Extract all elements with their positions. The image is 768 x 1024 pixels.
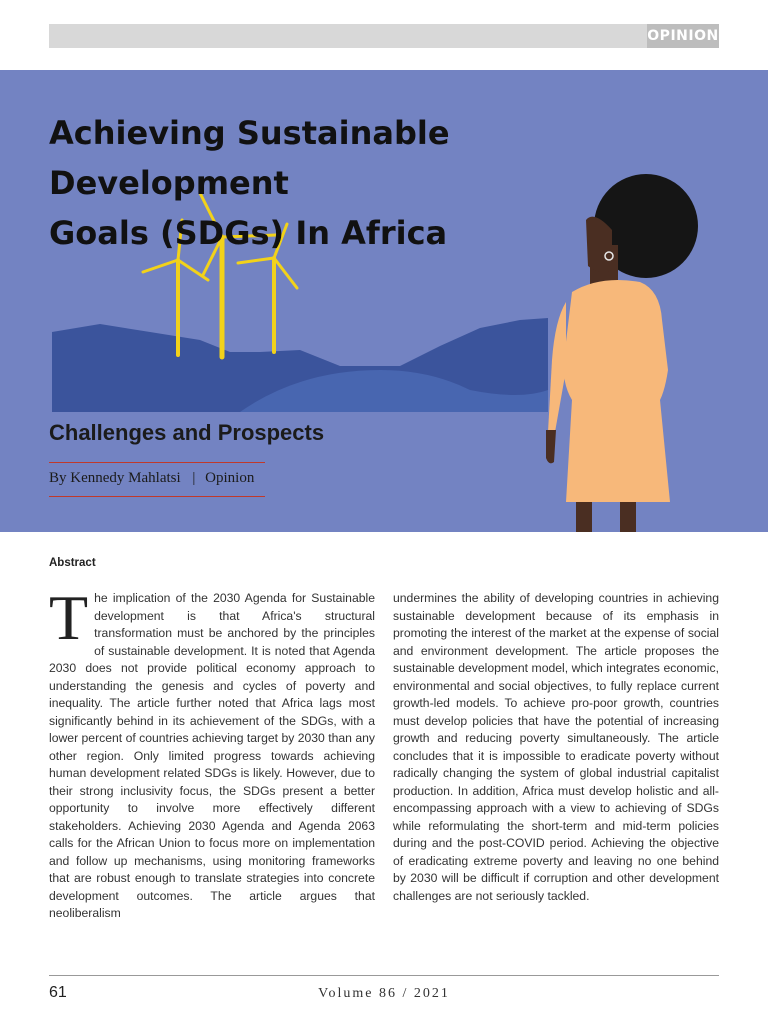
abstract-text-right: undermines the ability of developing countries in achieving sustainable development because of its emphasis in promoting the interest of the market at the expense of social and environment development. The article proposes the sustainable development model, which integrates economic, environmental and social objectives, to fully replace current growth-led models. To achieve pro-poor growth, countries must develop policies that have the potential of increasing growth and reducing poverty simultaneously. The article concludes that it is impossible to eradicate poverty without radically changing the system of global industrial capitalist production. In addition, Africa must develop holistic and all-encompassing approach with a view to achieving of SDGs while reformulating the short-term and mid-term policies during and the post-COVID period. Achieving the objective of eradicating extreme poverty and leaving no one behind by 2030 will be difficult if corruption and other development challenges are not seriously tackled. <box>393 591 719 903</box>
abstract-text-left: he implication of the 2030 Agenda for Sustainable development is that Africa's structural transformation must be anchored by the principles of sustainable development. It is noted that Agenda 2030 does not provide political economy approach to understanding the genesis and cycles of poverty and inequality. The article further noted that Africa lags most significantly behind in its achievement of the SDGs, with a lower percent of countries achieving target by 2030 than any other region. Only limited progress towards achieving human development related SDGs is likely. However, due to their strong inclusivity focus, the SDGs present a better opportunity to involve more effectively different stakeholders. Achieving 2030 Agenda and Agenda 2063 calls for the African Union to focus more on implementation and follow up mechanisms, using monitoring frameworks that are robust enough to translate strategies into concrete development outcomes. The article argues that neoliberalism <box>49 591 375 920</box>
header-bar <box>49 24 647 48</box>
article-subtitle: Challenges and Prospects <box>49 420 325 445</box>
section-tag: OPINION <box>647 24 719 48</box>
abstract-heading: Abstract <box>49 557 96 569</box>
byline-rule-bottom <box>49 496 265 497</box>
byline <box>49 470 254 487</box>
volume-label: Volume 86 / 2021 <box>318 986 450 1001</box>
byline-rule-top <box>49 462 265 463</box>
hero-banner <box>0 70 768 532</box>
drop-cap: T <box>49 590 89 653</box>
footer-rule <box>49 975 719 976</box>
article-title-line-1: Achieving Sustainable Development <box>49 114 450 202</box>
byline-category: Opinion <box>205 470 255 486</box>
byline-separator: | <box>192 470 196 486</box>
article-title-line-2: Goals (SDGs) In Africa <box>49 214 448 252</box>
article-title <box>49 108 689 258</box>
abstract-column-right <box>393 590 719 940</box>
byline-author: By Kennedy Mahlatsi <box>49 470 181 486</box>
abstract-column-left <box>49 590 375 940</box>
page-number: 61 <box>49 984 67 1001</box>
